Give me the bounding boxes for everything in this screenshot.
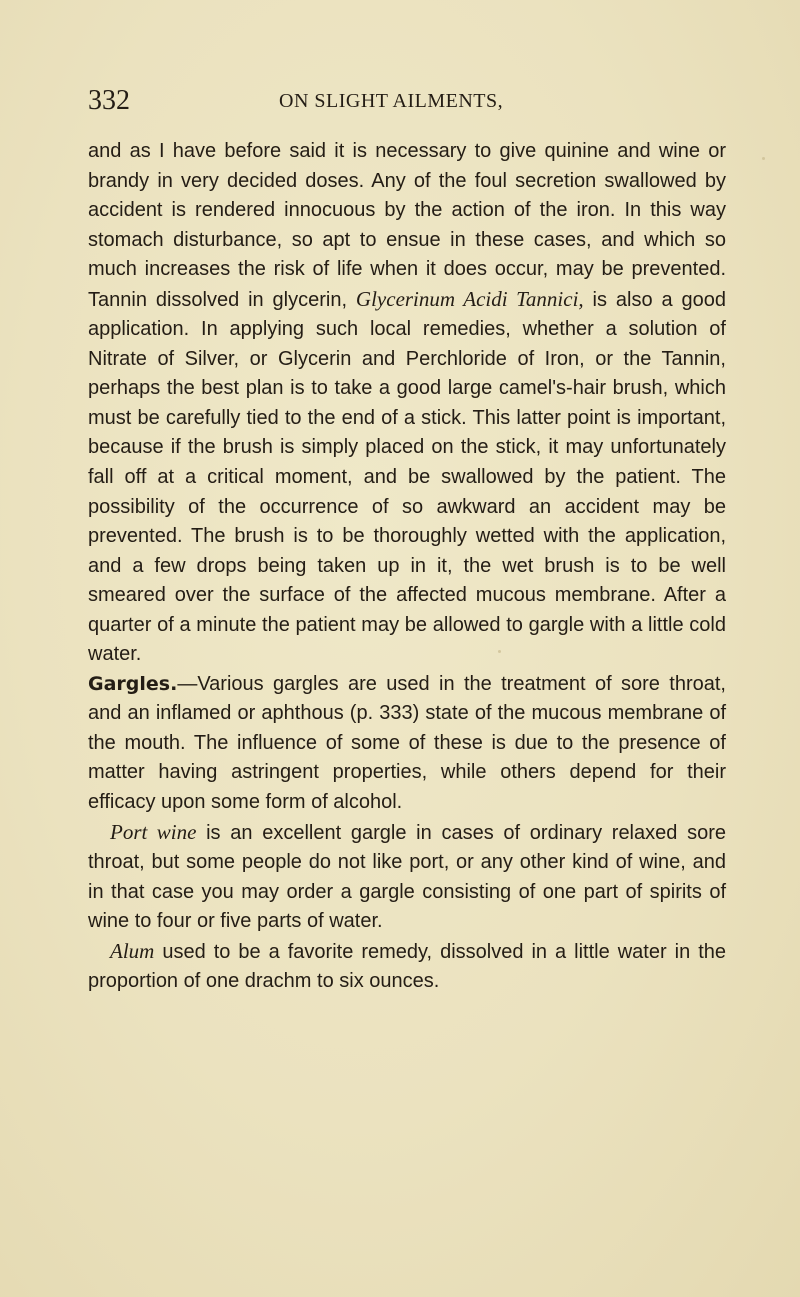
paragraph-gargles (88, 670, 726, 818)
paper-speck (498, 650, 501, 653)
paragraph-text: used to be a favorite remedy, dissolved in a little water in the proportion of one drachm to six ounces. (88, 940, 726, 993)
italic-term: Alum (110, 938, 155, 963)
paragraph-port-wine (88, 818, 726, 937)
section-heading: Gargles. (88, 672, 178, 695)
paragraph-text: and as I have before said it is necessary to give quinine and wine or brandy in very decided doses. Any of the foul secretion swallowed by accident is rendered innocuous by the action of the iron. In this way stomach disturbance, so apt to ensue in these cases, and which so much increases the risk of life when it does occur, may be prevented. Tannin dissolved in glycerin, (88, 140, 726, 311)
paragraph-alum (88, 937, 726, 997)
latin-term: Glycerinum Acidi Tannici, (355, 286, 584, 311)
italic-term: Port wine (110, 819, 197, 844)
paragraph-text: is also a good application. In applying such local remedies, whether a solution of Nitrate of Silver, or Glycerin and Perchloride of Iron, or the Tannin, perhaps the best plan is to take a good large camel's-hair brush, which must be carefully tied to the end of a stick. This latter point is important, because if the brush is simply placed on the stick, it may unfortunately fall off at a critical moment, and be swallowed by the patient. The possibility of the occurrence of so awkward an accident may be prevented. The brush is to be thoroughly wetted with the application, and a few drops being taken up in it, the wet brush is to be well smeared over the surface of the affected mucous membrane. After a quarter of a minute the patient may be allowed to gargle with a little cold water. (88, 288, 726, 666)
paper-speck (762, 157, 765, 160)
paragraph-text: is an excellent gargle in cases of ordinary relaxed sore throat, but some people do not like port, or any other kind of wine, and in that case you may order a gargle consisting of one part of spirits of wine to four or five parts of water. (88, 821, 726, 933)
page-number: 332 (88, 85, 130, 116)
paragraph-text: —Various gargles are used in the treatment of sore throat, and an inflamed or aphthous (p. 333) state of the mucous membrane of the mouth. The influence of some of these is due to the presence of matter having astringent properties, while others depend for their efficacy upon some form of alcohol. (88, 672, 726, 814)
body-text (88, 137, 726, 997)
running-head: ON SLIGHT AILMENTS, (279, 90, 504, 112)
page-header (88, 84, 728, 118)
paragraph-continued (88, 137, 726, 670)
